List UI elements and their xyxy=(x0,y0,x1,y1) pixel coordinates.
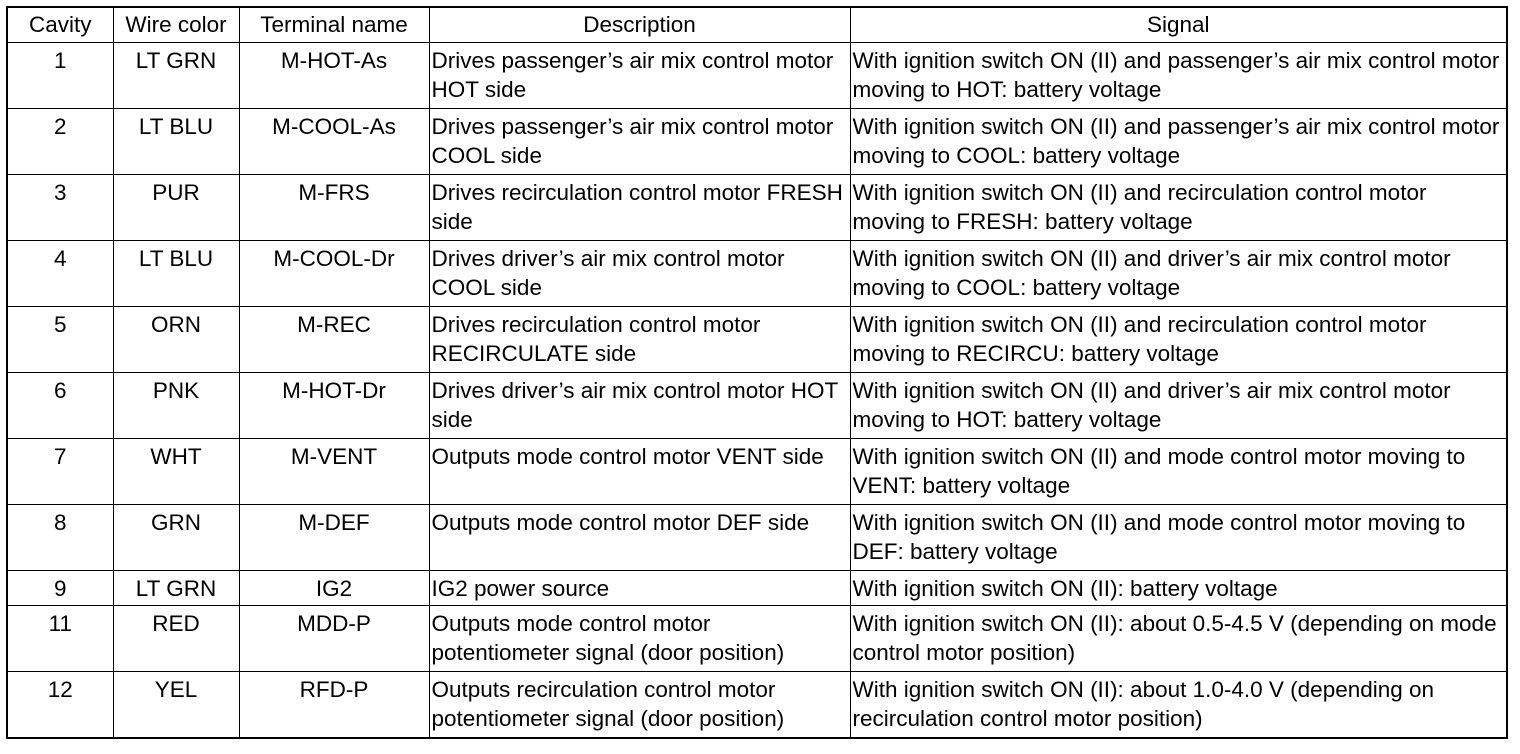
terminal-name-cell: M-COOL-As xyxy=(239,109,429,175)
signal-cell: With ignition switch ON (II): about 1.0-4.0 V (depending on recirculation control motor position) xyxy=(850,672,1507,739)
wire-color-cell: WHT xyxy=(113,439,239,505)
table-row xyxy=(7,175,1507,241)
signal-cell: With ignition switch ON (II): about 0.5-4.5 V (depending on mode control motor position) xyxy=(850,606,1507,672)
wire-color-cell: PUR xyxy=(113,175,239,241)
cavity-cell: 2 xyxy=(7,109,113,175)
terminal-name-cell: M-FRS xyxy=(239,175,429,241)
description-cell: Drives recirculation control motor FRESH side xyxy=(429,175,850,241)
table-row xyxy=(7,672,1507,739)
terminal-name-cell: M-HOT-As xyxy=(239,43,429,109)
signal-cell: With ignition switch ON (II) and recirculation control motor moving to FRESH: battery voltage xyxy=(850,175,1507,241)
description-cell: Drives driver’s air mix control motor HOT side xyxy=(429,373,850,439)
signal-cell: With ignition switch ON (II): battery voltage xyxy=(850,571,1507,606)
table-row xyxy=(7,241,1507,307)
terminal-name-cell: RFD-P xyxy=(239,672,429,739)
terminal-name-cell: M-VENT xyxy=(239,439,429,505)
cavity-cell: 9 xyxy=(7,571,113,606)
description-cell: Drives recirculation control motor RECIRCULATE side xyxy=(429,307,850,373)
wire-color-cell: YEL xyxy=(113,672,239,739)
wire-color-cell: PNK xyxy=(113,373,239,439)
description-cell: Drives driver’s air mix control motor COOL side xyxy=(429,241,850,307)
terminal-name-cell: IG2 xyxy=(239,571,429,606)
connector-pinout-table xyxy=(6,6,1508,739)
description-cell: Drives passenger’s air mix control motor HOT side xyxy=(429,43,850,109)
header-description: Description xyxy=(429,7,850,43)
table-row xyxy=(7,505,1507,571)
cavity-cell: 5 xyxy=(7,307,113,373)
wire-color-cell: LT BLU xyxy=(113,109,239,175)
table-row xyxy=(7,307,1507,373)
description-cell: Outputs mode control motor DEF side xyxy=(429,505,850,571)
description-cell: IG2 power source xyxy=(429,571,850,606)
table-row xyxy=(7,571,1507,606)
table-row xyxy=(7,439,1507,505)
description-cell: Outputs recirculation control motor potentiometer signal (door position) xyxy=(429,672,850,739)
wire-color-cell: LT GRN xyxy=(113,571,239,606)
signal-cell: With ignition switch ON (II) and mode control motor moving to DEF: battery voltage xyxy=(850,505,1507,571)
signal-cell: With ignition switch ON (II) and driver’s air mix control motor moving to HOT: battery voltage xyxy=(850,373,1507,439)
table-row xyxy=(7,43,1507,109)
signal-cell: With ignition switch ON (II) and recirculation control motor moving to RECIRCU: battery voltage xyxy=(850,307,1507,373)
cavity-cell: 3 xyxy=(7,175,113,241)
terminal-name-cell: M-REC xyxy=(239,307,429,373)
wire-color-cell: LT GRN xyxy=(113,43,239,109)
table-row xyxy=(7,606,1507,672)
header-terminal-name: Terminal name xyxy=(239,7,429,43)
signal-cell: With ignition switch ON (II) and passenger’s air mix control motor moving to HOT: battery voltage xyxy=(850,43,1507,109)
description-cell: Outputs mode control motor potentiometer signal (door position) xyxy=(429,606,850,672)
signal-cell: With ignition switch ON (II) and driver’s air mix control motor moving to COOL: battery voltage xyxy=(850,241,1507,307)
description-cell: Outputs mode control motor VENT side xyxy=(429,439,850,505)
terminal-name-cell: M-DEF xyxy=(239,505,429,571)
header-wire-color: Wire color xyxy=(113,7,239,43)
signal-cell: With ignition switch ON (II) and mode control motor moving to VENT: battery voltage xyxy=(850,439,1507,505)
cavity-cell: 8 xyxy=(7,505,113,571)
terminal-name-cell: M-HOT-Dr xyxy=(239,373,429,439)
cavity-cell: 6 xyxy=(7,373,113,439)
table-header-row xyxy=(7,7,1507,43)
cavity-cell: 11 xyxy=(7,606,113,672)
table-row xyxy=(7,109,1507,175)
terminal-name-cell: MDD-P xyxy=(239,606,429,672)
wire-color-cell: LT BLU xyxy=(113,241,239,307)
cavity-cell: 1 xyxy=(7,43,113,109)
cavity-cell: 4 xyxy=(7,241,113,307)
cavity-cell: 12 xyxy=(7,672,113,739)
header-cavity: Cavity xyxy=(7,7,113,43)
description-cell: Drives passenger’s air mix control motor COOL side xyxy=(429,109,850,175)
wire-color-cell: GRN xyxy=(113,505,239,571)
signal-cell: With ignition switch ON (II) and passenger’s air mix control motor moving to COOL: battery voltage xyxy=(850,109,1507,175)
table-row xyxy=(7,373,1507,439)
wire-color-cell: ORN xyxy=(113,307,239,373)
cavity-cell: 7 xyxy=(7,439,113,505)
header-signal: Signal xyxy=(850,7,1507,43)
wire-color-cell: RED xyxy=(113,606,239,672)
terminal-name-cell: M-COOL-Dr xyxy=(239,241,429,307)
